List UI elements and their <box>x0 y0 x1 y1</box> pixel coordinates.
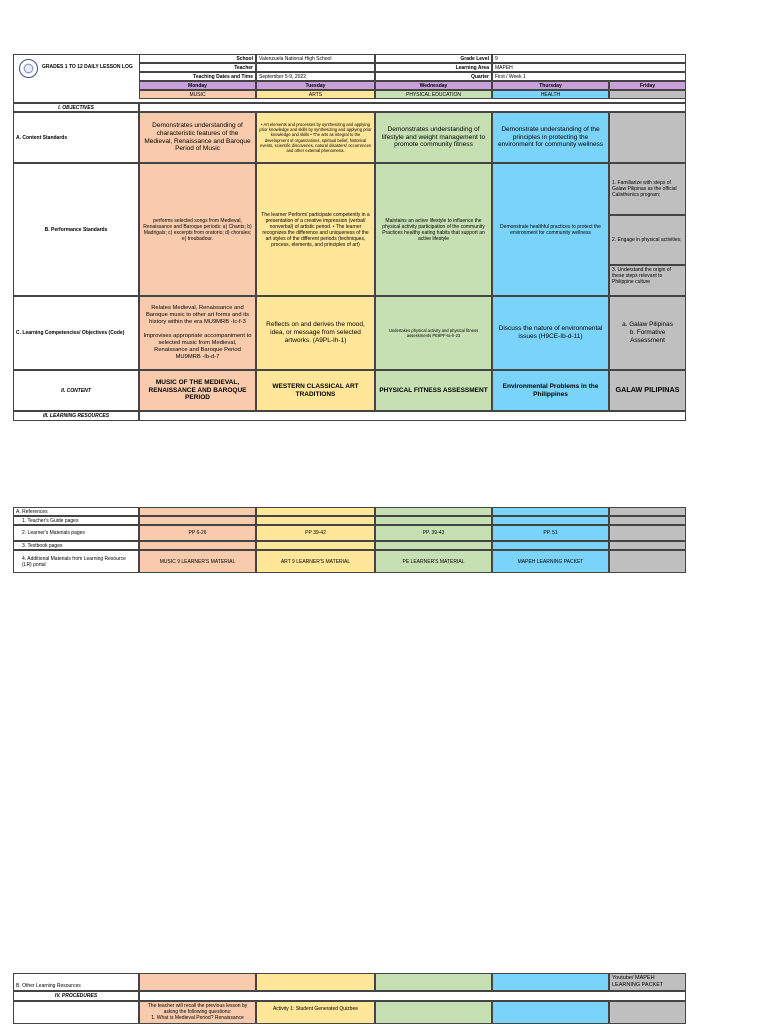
day-tuesday: Tuesday <box>256 81 375 90</box>
content-standards-label: A. Content Standards <box>13 112 139 163</box>
lm-music: PP 6-26 <box>139 525 256 541</box>
content-music: MUSIC OF THE MEDIEVAL, RENAISSANCE AND BAROQUE PERIOD <box>139 370 256 411</box>
am-health: MAPEH LEARNING PACKET <box>492 550 609 573</box>
dates-value: September 5-9, 2022 <box>256 72 375 81</box>
or-pe <box>375 973 492 991</box>
competencies-music: Relates Medieval, Renaissance and Baroque music to other art forms and its history within the era MU9MRB -Ic-f-3 Improvises appropriate accompaniment to selected music from Medieval, Renaissance and Baroque Period MU9MRB -Ib-d-7 <box>139 296 256 370</box>
school-label: School <box>139 54 256 63</box>
day-monday: Monday <box>139 81 256 90</box>
performance-standards-friday-3: 3. Understand the origin of these steps relevant to Philippine culture <box>609 265 686 296</box>
am-music: MUSIC 9 LEARNER'S MATERIAL <box>139 550 256 573</box>
quarter-value: First / Week 1 <box>492 72 686 81</box>
or-friday: Youtube/ MAPEH LEARNING PACKET <box>609 973 686 991</box>
content-standards-arts: • Art elements and processes by synthesizing and applying prior knowledge and skills by synthesizing and applying prior knowledge and skills • The arts as integral to the development of organizations, spiritual belief, historical events, scientific discoveries, natural disasters/ occurrences and other external phenomena. <box>256 112 375 163</box>
performance-standards-health: Demonstrate healthful practices to protect the environment for community wellness <box>492 163 609 296</box>
tg-pe <box>375 516 492 525</box>
or-music <box>139 973 256 991</box>
performance-standards-pe: Maintains an active lifestyle to influence the physical activity participation of the community Practices healthy eating habits that support an active lifestyle <box>375 163 492 296</box>
or-health <box>492 973 609 991</box>
deped-seal-icon <box>19 59 38 78</box>
content-friday: GALAW PILIPINAS <box>609 370 686 411</box>
references-pe <box>375 507 492 516</box>
content-arts: WESTERN CLASSICAL ART TRADITIONS <box>256 370 375 411</box>
competencies-arts: Reflects on and derives the mood, idea, or message from selected artworks. (A9PL-Ih-1) <box>256 296 375 370</box>
subject-friday <box>609 90 686 99</box>
lm-arts: PP 39-42 <box>256 525 375 541</box>
procedures-row-blank <box>139 991 686 1001</box>
or-arts <box>256 973 375 991</box>
am-pe: PE LEARNER'S MATERIAL <box>375 550 492 573</box>
tg-health <box>492 516 609 525</box>
day-wednesday: Wednesday <box>375 81 492 90</box>
procedures-friday <box>609 1001 686 1024</box>
performance-standards-friday-1: 1. Familiarize with steps of Galaw Pilipinas as the official Calisthenics program; <box>609 163 686 215</box>
section-objectives: I. OBJECTIVES <box>13 103 139 112</box>
content-pe: PHYSICAL FITNESS ASSESSMENT <box>375 370 492 411</box>
procedures-arts: Activity 1: Student Generated Quizbee <box>256 1001 375 1024</box>
tb-health <box>492 541 609 550</box>
teacher-label: Teacher <box>139 63 256 72</box>
content-standards-pe: Demonstrates understanding of lifestyle and weight management to promote community fitness <box>375 112 492 163</box>
quarter-label: Quarter <box>375 72 492 81</box>
procedures-pe <box>375 1001 492 1024</box>
competencies-friday: a. Galaw Pilipinas b. Formative Assessment <box>609 296 686 370</box>
procedures-health <box>492 1001 609 1024</box>
area-label: Learning Area <box>375 63 492 72</box>
tg-music <box>139 516 256 525</box>
section-content: II. CONTENT <box>13 370 139 411</box>
procedures-music: The teacher will recall the previous lesson by asking the following questions: 1. What is Medieval Period? Renaissance <box>139 1001 256 1024</box>
day-friday: Friday <box>609 81 686 90</box>
lm-health: PP. 51 <box>492 525 609 541</box>
learners-materials-label: 2. Learner's Materials pages <box>13 525 139 541</box>
am-arts: ART 9 LEARNER'S MATERIAL <box>256 550 375 573</box>
references-label: A. References <box>13 507 139 516</box>
page-title: GRADES 1 TO 12 DAILY LESSON LOG <box>42 64 133 70</box>
tb-friday <box>609 541 686 550</box>
tb-pe <box>375 541 492 550</box>
performance-standards-label: B. Performance Standards <box>13 163 139 296</box>
grade-value: 9 <box>492 54 686 63</box>
tg-arts <box>256 516 375 525</box>
teachers-guide-label: 1. Teacher's Guide pages <box>13 516 139 525</box>
section-learning-resources: III. LEARNING RESOURCES <box>13 411 139 421</box>
lm-pe: PP. 39-43 <box>375 525 492 541</box>
grade-label: Grade Level <box>375 54 492 63</box>
other-resources-label: B. Other Learning Resources <box>13 973 139 991</box>
subject-arts: ARTS <box>256 90 375 99</box>
day-thursday: Thursday <box>492 81 609 90</box>
objectives-row-blank <box>139 103 686 112</box>
textbook-label: 3. Textbook pages <box>13 541 139 550</box>
teacher-value <box>256 63 375 72</box>
area-value: MAPEH <box>492 63 686 72</box>
additional-materials-label: 4. Additional Materials from Learning Resource (LR) portal <box>13 550 139 573</box>
lm-friday <box>609 525 686 541</box>
am-friday <box>609 550 686 573</box>
tb-arts <box>256 541 375 550</box>
procedures-label-blank <box>13 1001 139 1024</box>
school-value: Valenzuela National High School <box>256 54 375 63</box>
competencies-pe: Undertakes physical activity and physical fitness assessments PE9PF-Ia-h-23 <box>375 296 492 370</box>
tg-friday <box>609 516 686 525</box>
references-music <box>139 507 256 516</box>
section-procedures: IV. PROCEDURES <box>13 991 139 1001</box>
subject-music: MUSIC <box>139 90 256 99</box>
performance-standards-music: performs selected songs from Medieval, Renaissance and Baroque periods: a) Chants; b) Madrigals; c) excerpts from oratorio; d) chorales; e) troubadour. <box>139 163 256 296</box>
performance-standards-friday-2: 2. Engage in physical activities; <box>609 215 686 265</box>
competencies-label: C. Learning Competencies/ Objectives (Code) <box>13 296 139 370</box>
content-standards-health: Demonstrate understanding of the principles in protecting the environment for community wellness <box>492 112 609 163</box>
references-friday <box>609 507 686 516</box>
content-standards-friday <box>609 112 686 163</box>
subject-pe: PHYSICAL EDUCATION <box>375 90 492 99</box>
tb-music <box>139 541 256 550</box>
references-arts <box>256 507 375 516</box>
references-health <box>492 507 609 516</box>
learning-resources-row-blank <box>139 411 686 421</box>
subject-health: HEALTH <box>492 90 609 99</box>
dates-label: Teaching Dates and Time <box>139 72 256 81</box>
content-standards-music: Demonstrates understanding of characteristic features of the Medieval, Renaissance and Baroque Period of Music <box>139 112 256 163</box>
competencies-health: Discuss the nature of environmental issues (H9CE-Ib-d-11) <box>492 296 609 370</box>
performance-standards-arts: The learner Perform/ participate competently in a presentation of a creative impression (verbal/ nonverbal) of artistic period. • The learner recognizes the difference and uniqueness of the art styles of the different periods (techniques, process, elements, and principles of art) <box>256 163 375 296</box>
content-health: Environmental Problems in the Philippines <box>492 370 609 411</box>
